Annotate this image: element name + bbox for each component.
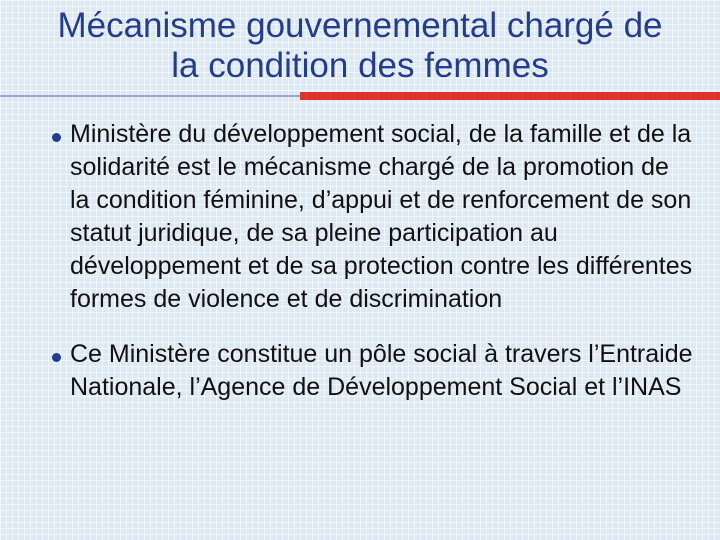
bullet-text: Ministère du développement social, de la famille et de la solidarité est le mécanisme chargé de la promotion de la condition féminine, d’appui et de renforcement de son statut juridique, de sa pleine participation au développement et de sa protection contre les différentes formes de violence et de discrimination: [70, 120, 693, 313]
bullet-icon: [52, 133, 61, 142]
bullet-item-social-pole: [44, 338, 694, 404]
bullet-text: Ce Ministère constitue un pôle social à travers l’Entraide Nationale, l’Agence de Développement Social et l’INAS: [70, 340, 693, 401]
bullet-item-ministry-role: [44, 118, 694, 316]
slide-title: [0, 6, 720, 86]
slide-title-line-2: la condition des femmes: [171, 46, 549, 85]
bullet-list: [44, 118, 694, 426]
title-accent-bar: [300, 92, 720, 100]
bullet-icon: [52, 353, 61, 362]
slide-title-line-1: Mécanisme gouvernemental chargé de: [57, 6, 663, 45]
